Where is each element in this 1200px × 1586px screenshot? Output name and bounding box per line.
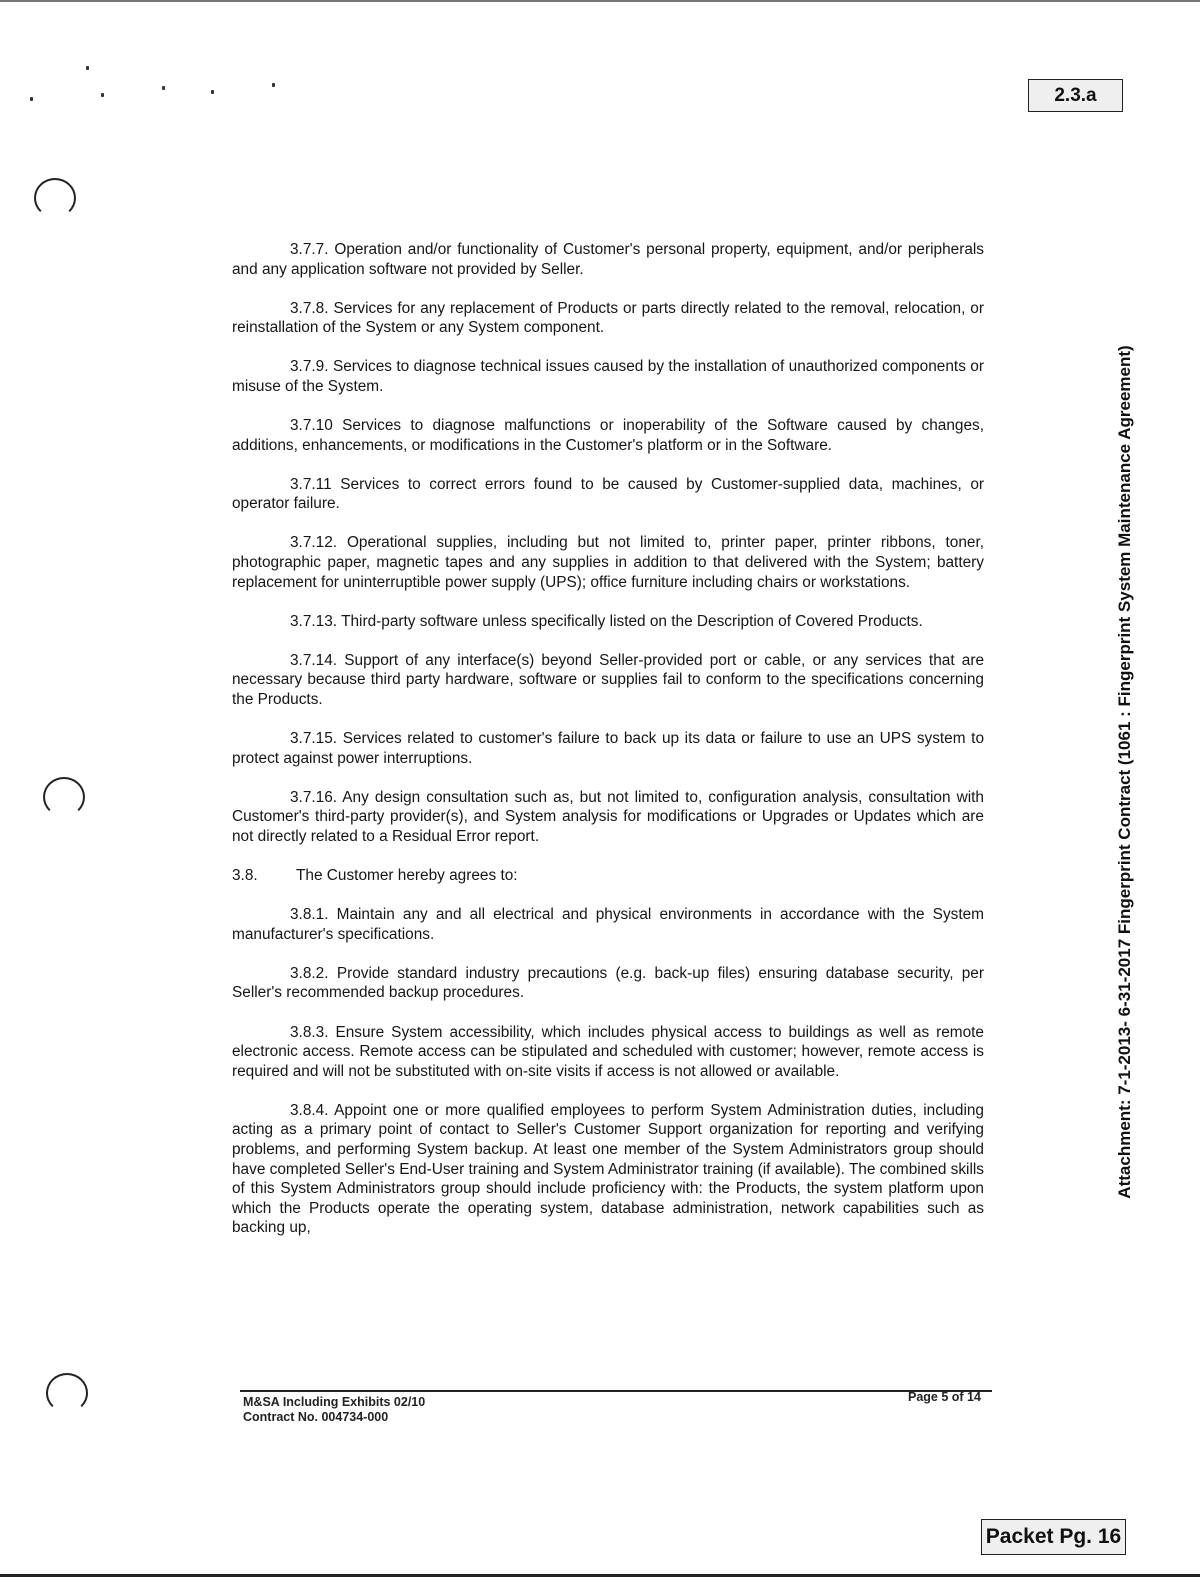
clause-3-7-11: 3.7.11 Services to correct errors found to be caused by Customer-supplied data, machines, or operator failure. [232,475,984,513]
top-scan-edge [0,0,1200,2]
clause-3-7-16: 3.7.16. Any design consultation such as, but not limited to, configuration analysis, consultation with Customer's third-party provider(s), and System analysis for modifications or Upgrades or Updates which are not directly related to a Residual Error report. [232,788,984,845]
clause-3-7-12: 3.7.12. Operational supplies, including but not limited to, printer paper, printer ribbons, toner, photographic paper, magnetic tapes and any supplies in addition to that delivered with the System; battery replacement for uninterruptible power supply (UPS); office furniture including chairs or workstations. [232,534,984,591]
document-body [232,240,984,1257]
footer-page-number: Page 5 of 14 [908,1390,981,1404]
bottom-scan-edge [0,1574,1200,1577]
punch-hole-bottom [46,1373,88,1413]
packet-page-stamp: Packet Pg. 16 [981,1519,1126,1555]
clause-3-7-9: 3.7.9. Services to diagnose technical issues caused by the installation of unauthorized components or misuse of the System. [232,358,984,395]
punch-hole-middle [43,777,85,817]
scan-speck [211,90,214,94]
footer-contract-number: Contract No. 004734-000 [243,1410,389,1424]
clause-3-7-7: 3.7.7. Operation and/or functionality of Customer's personal property, equipment, and/or peripherals and any application software not provided by Seller. [232,241,984,278]
scan-speck [101,93,104,97]
scan-speck [162,86,165,90]
clause-3-7-8: 3.7.8. Services for any replacement of Products or parts directly related to the removal, relocation, or reinstallation of the System or any System component. [232,299,984,337]
clause-3-8-4: 3.8.4. Appoint one or more qualified employees to perform System Administration duties, including acting as a primary point of contact to Seller's Customer Support organization for reporting and verifying problems, and performing System backup. At least one member of the System Administrators group should have completed Seller's End-User training and System Administrator training (if available). The combined skills of this System Administrators group should include proficiency with: the Products, the system platform upon which the Products operate the operating system, database administration, network capabilities such as backing up, [232,1101,985,1237]
clause-3-8-3: 3.8.3. Ensure System accessibility, which includes physical access to buildings as well as remote electronic access. Remote access can be stipulated and scheduled with customer; however, remote access is required and will not be substituted with on-site visits if access is not allowed or available. [232,1023,984,1080]
footer-exhibit-line: M&SA Including Exhibits 02/10 [243,1395,426,1409]
scan-speck [86,66,89,70]
attachment-side-label: Attachment: 7-1-2013- 6-31-2017 Fingerprint Contract (1061 : Fingerprint System Maintenance Agreement) [1115,345,1134,1199]
punch-hole-top [34,178,76,218]
clause-3-7-13: 3.7.13. Third-party software unless specifically listed on the Description of Covered Products. [290,612,923,630]
agenda-item-stamp: 2.3.a [1028,79,1123,112]
clause-3-8-2: 3.8.2. Provide standard industry precautions (e.g. back-up files) ensuring database security, per Seller's recommended backup procedures. [232,964,984,1002]
clause-3-8-1: 3.8.1. Maintain any and all electrical and physical environments in accordance with the System manufacturer's specifications. [232,906,984,943]
footer-document-info [243,1395,425,1425]
clause-3-7-14: 3.7.14. Support of any interface(s) beyond Seller-provided port or cable, or any services that are necessary because third party hardware, software or supplies fail to conform to the specifications concerning the Products. [232,651,984,708]
section-3-8-heading: 3.8. The Customer hereby agrees to: [232,867,518,885]
footer-divider [240,1390,992,1392]
scan-speck [30,97,33,101]
clause-3-7-15: 3.7.15. Services related to customer's failure to back up its data or failure to use an UPS system to protect against power interruptions. [232,730,984,767]
clause-3-7-10: 3.7.10 Services to diagnose malfunctions or inoperability of the Software caused by changes, additions, enhancements, or modifications in the Customer's platform or in the Software. [232,417,984,454]
scan-speck [272,83,275,87]
